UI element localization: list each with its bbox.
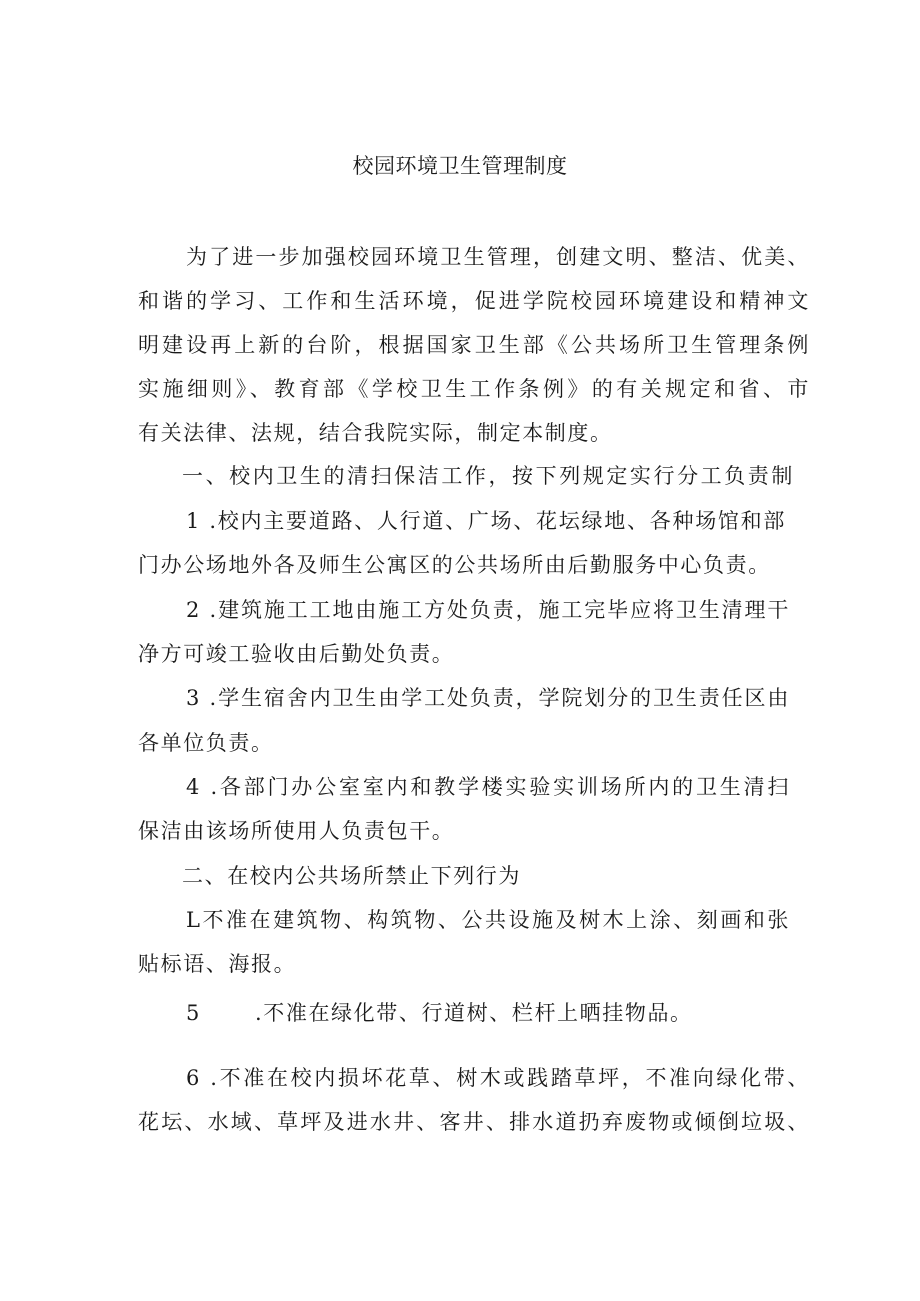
section-1-item-2-line-2: 净方可竣工验收由后勤处负责。	[138, 642, 455, 666]
section-2-item-5	[186, 997, 810, 1029]
section-1-item-4-line-1: 4 .各部门办公室室内和教学楼实验实训场所内的卫生清扫	[186, 775, 790, 799]
section-1-heading: 一、校内卫生的清扫保洁工作，按下列规定实行分工负责制	[182, 464, 794, 488]
section-2-item-l-line-1: L不准在建筑物、构筑物、公共设施及树木上涂、刻画和张	[186, 908, 790, 932]
item-5-text: .不准在绿化带、行道树、栏杆上晒挂物品。	[254, 1001, 693, 1025]
intro-line-2: 和谐的学习、工作和生活环境，促进学院校园环境建设和精神文	[138, 289, 810, 313]
section-2-item-6-line-2: 花坛、水域、草坪及进水井、客井、排水道扔弃废物或倾倒垃圾、	[138, 1110, 810, 1134]
intro-line-5: 有关法律、法规，结合我院实际，制定本制度。	[138, 421, 613, 445]
section-1-item-3-line-2: 各单位负责。	[138, 731, 274, 755]
section-2-heading: 二、在校内公共场所禁止下列行为	[182, 864, 521, 888]
intro-line-4: 实施细则》、教育部《学校卫生工作条例》的有关规定和省、市	[138, 377, 810, 401]
section-1-item-4-line-2: 保洁由该场所使用人负责包干。	[138, 819, 455, 843]
item-5-number: 5	[186, 1001, 201, 1025]
page-title: 校园环境卫生管理制度	[352, 154, 568, 178]
intro-line-3: 明建设再上新的台阶，根据国家卫生部《公共场所卫生管理条例	[138, 333, 810, 357]
section-2-item-6-line-1: 6 .不准在校内损坏花草、树木或践踏草坪，不准向绿化带、	[186, 1066, 810, 1090]
section-2-item-l-line-2: 贴标语、海报。	[138, 952, 297, 976]
section-1-item-1-line-2: 门办公场地外各及师生公寓区的公共场所由后勤服务中心负责。	[138, 553, 771, 577]
section-1-item-1-line-1: 1 .校内主要道路、人行道、广场、花坛绿地、各种场馆和部	[186, 509, 786, 533]
intro-line-1: 为了进一步加强校园环境卫生管理，创建文明、整洁、优美、	[186, 245, 810, 269]
section-1-item-2-line-1: 2 .建筑施工工地由施工方处负责，施工完毕应将卫生清理干	[186, 598, 790, 622]
section-1-item-3-line-1: 3 .学生宿舍内卫生由学工处负责，学院划分的卫生责任区由	[186, 686, 790, 710]
